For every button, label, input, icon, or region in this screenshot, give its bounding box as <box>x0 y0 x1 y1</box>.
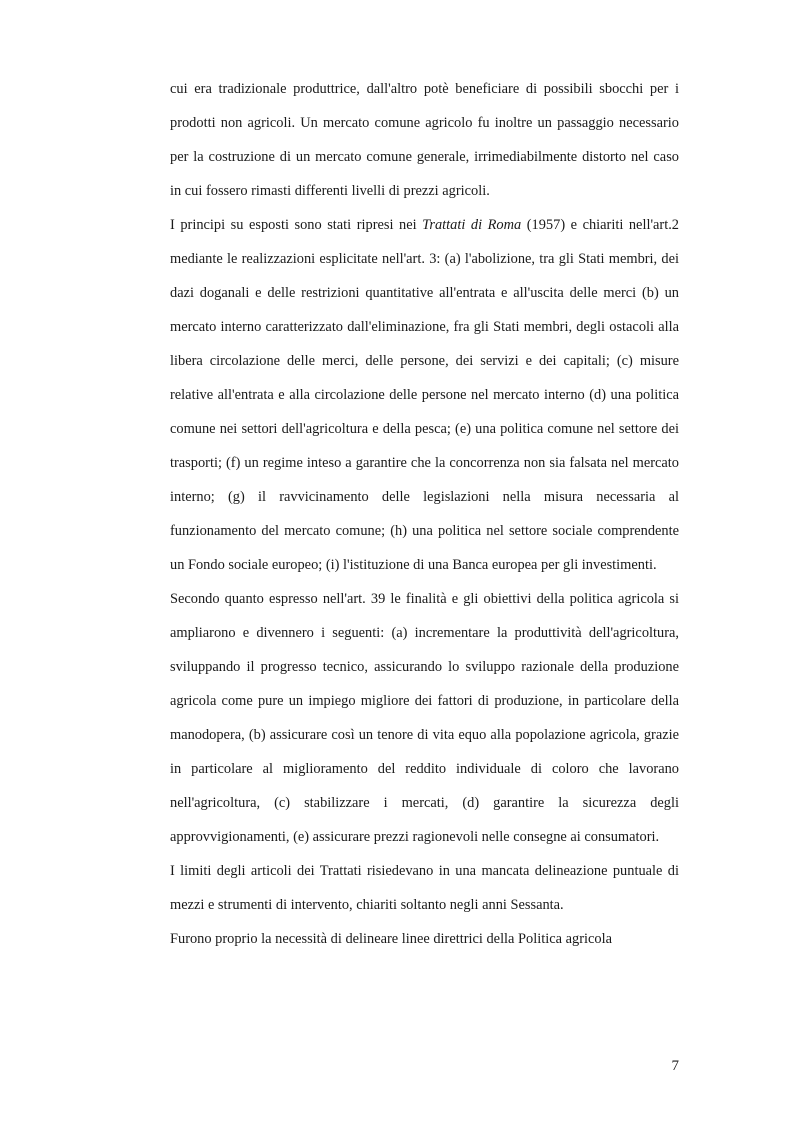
paragraph-5: Furono proprio la necessità di delineare linee direttrici della Politica agricola <box>170 931 612 947</box>
paragraph-3: Secondo quanto espresso nell'art. 39 le finalità e gli obiettivi della politica agricola si ampliarono e divennero i seguenti: (a) incrementare la produttività dell'agricoltura, sviluppando il progresso tecnico, assicurando lo sviluppo razionale della produzione agricola come pure un impiego migliore dei fattori di produzione, in particolare della manodopera, (b) assicurare così un tenore di vita equo alla popolazione agricola, grazie in particolare al miglioramento del reddito individuale di coloro che lavorano nell'agricoltura, (c) stabilizzare i mercati, (d) garantire la sicurezza degli approvvigionamenti, (e) assicurare prezzi ragionevoli nelle consegne ai consumatori. <box>170 591 679 845</box>
paragraph-2 <box>170 208 679 582</box>
paragraph-2-rest: (1957) e chiariti nell'art.2 mediante le realizzazioni esplicitate nell'art. 3: (a) l'abolizione, tra gli Stati membri, dei dazi doganali e delle restrizioni quantitative all'entrata e all'uscita delle merci (b) un mercato interno caratterizzato dall'eliminazione, fra gli Stati membri, degli ostacoli alla libera circolazione delle merci, delle persone, dei servizi e dei capitali; (c) misure relative all'entrata e alla circolazione delle persone nel mercato interno (d) una politica comune nei settori dell'agricoltura e della pesca; (e) una politica comune nel settore dei trasporti; (f) un regime inteso a garantire che la concorrenza non sia falsata nel mercato interno; (g) il ravvicinamento delle legislazioni nella misura necessaria al funzionamento del mercato comune; (h) una politica nel settore sociale comprendente un Fondo sociale europeo; (i) l'istituzione di una Banca europea per gli investimenti. <box>170 217 680 573</box>
paragraph-2-start: I principi su esposti sono stati ripresi nei <box>170 217 423 233</box>
paragraph-4: I limiti degli articoli dei Trattati risiedevano in una mancata delineazione puntuale di mezzi e strumenti di intervento, chiariti soltanto negli anni Sessanta. <box>170 863 679 913</box>
page-number: 7 <box>671 1058 679 1074</box>
body-text <box>170 72 679 956</box>
treaty-title: Trattati di Roma <box>422 217 522 233</box>
paragraph-1: cui era tradizionale produttrice, dall'altro potè beneficiare di possibili sbocchi per i prodotti non agricoli. Un mercato comune agricolo fu inoltre un passaggio necessario per la costruzione di un mercato comune generale, irrimediabilmente distorto nel caso in cui fossero rimasti differenti livelli di prezzi agricoli. <box>170 81 679 199</box>
